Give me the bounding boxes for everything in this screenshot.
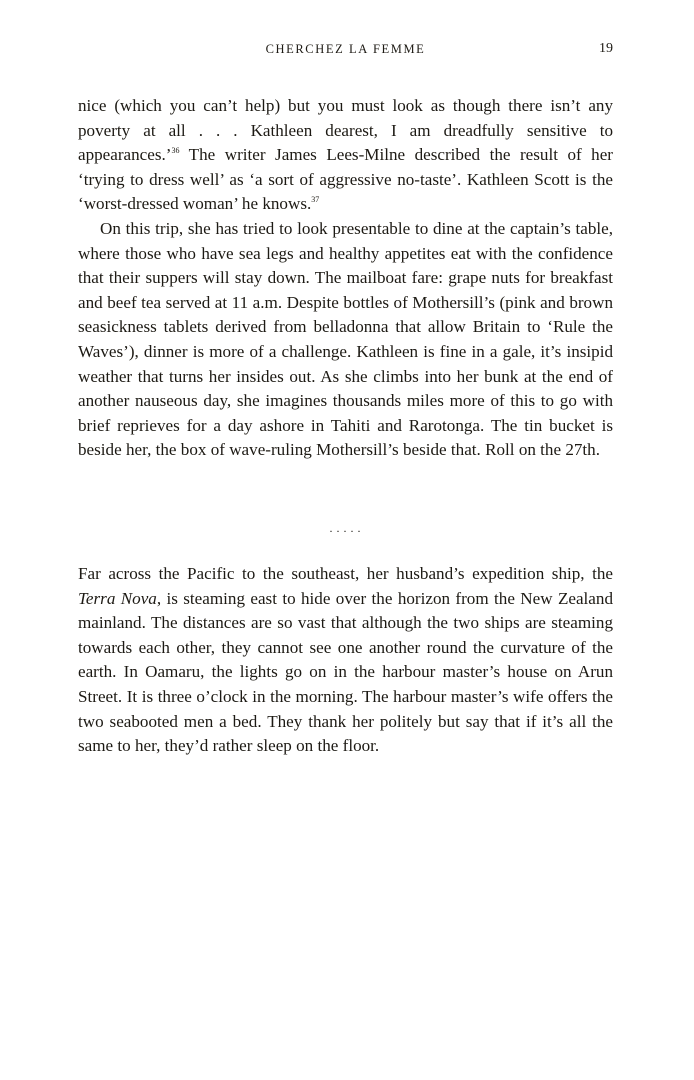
running-head <box>78 40 613 60</box>
footnote-ref[interactable]: 37 <box>311 195 320 205</box>
section-1-text <box>78 94 613 463</box>
paragraph <box>78 562 613 759</box>
paragraph-text: Far across the Pacific to the southeast, her husband’s expedition ship, the <box>78 564 613 583</box>
page-number: 19 <box>599 41 613 56</box>
paragraph: On this trip, she has tried to look presentable to dine at the captain’s table, where those who have sea legs and healthy appetites eat with the confidence that their suppers will stay down. The mailboat fare: grape nuts for breakfast and beef tea served at 11 a.m. Despite bottles of Mothersill’s (pink and brown seasickness tablets derived from belladonna that allow Britain to ‘Rule the Waves’), dinner is more of a challenge. Kathleen is fine in a gale, it’s insipid weather that turns her insides out. As she climbs into her bunk at the end of another nauseous day, she imagines thousands miles more of this to go with brief reprieves for a day ashore in Tahiti and Rarotonga. The tin bucket is beside her, the box of wave-ruling Mothersill’s beside that. Roll on the 27th. <box>78 218 613 460</box>
section-2-text <box>78 562 613 759</box>
paragraph-text: The writer James Lees-Milne described the result of her ‘trying to dress well’ as ‘a sort of aggressive no-taste’. Kathleen Scott is the ‘worst-dressed woman’ he knows. <box>78 145 613 214</box>
paragraph <box>78 94 613 217</box>
ship-name: Terra Nova <box>78 588 157 608</box>
running-head-title: CHERCHEZ LA FEMME <box>265 42 426 56</box>
paragraph-text: , is steaming east to hide over the horizon from the New Zealand mainland. The distances are so vast that although the two ships are steaming towards each other, they cannot see one another round the curvature of the earth. In Oamaru, the lights go on in the harbour master’s house on Arun Street. It is three o’clock in the morning. The harbour master’s wife offers the two seabooted men a bed. They thank her politely but say that if it’s all the same to her, they’d rather sleep on the floor. <box>78 588 613 756</box>
footnote-ref[interactable]: 36 <box>171 146 180 156</box>
section-break-ornament: ..... <box>329 521 365 535</box>
paragraph-text: nice (which you can’t help) but you must look as though there isn’t any poverty at all . . . Kathleen dearest, I am dreadfully sensitive to appearances.’ <box>78 96 613 165</box>
